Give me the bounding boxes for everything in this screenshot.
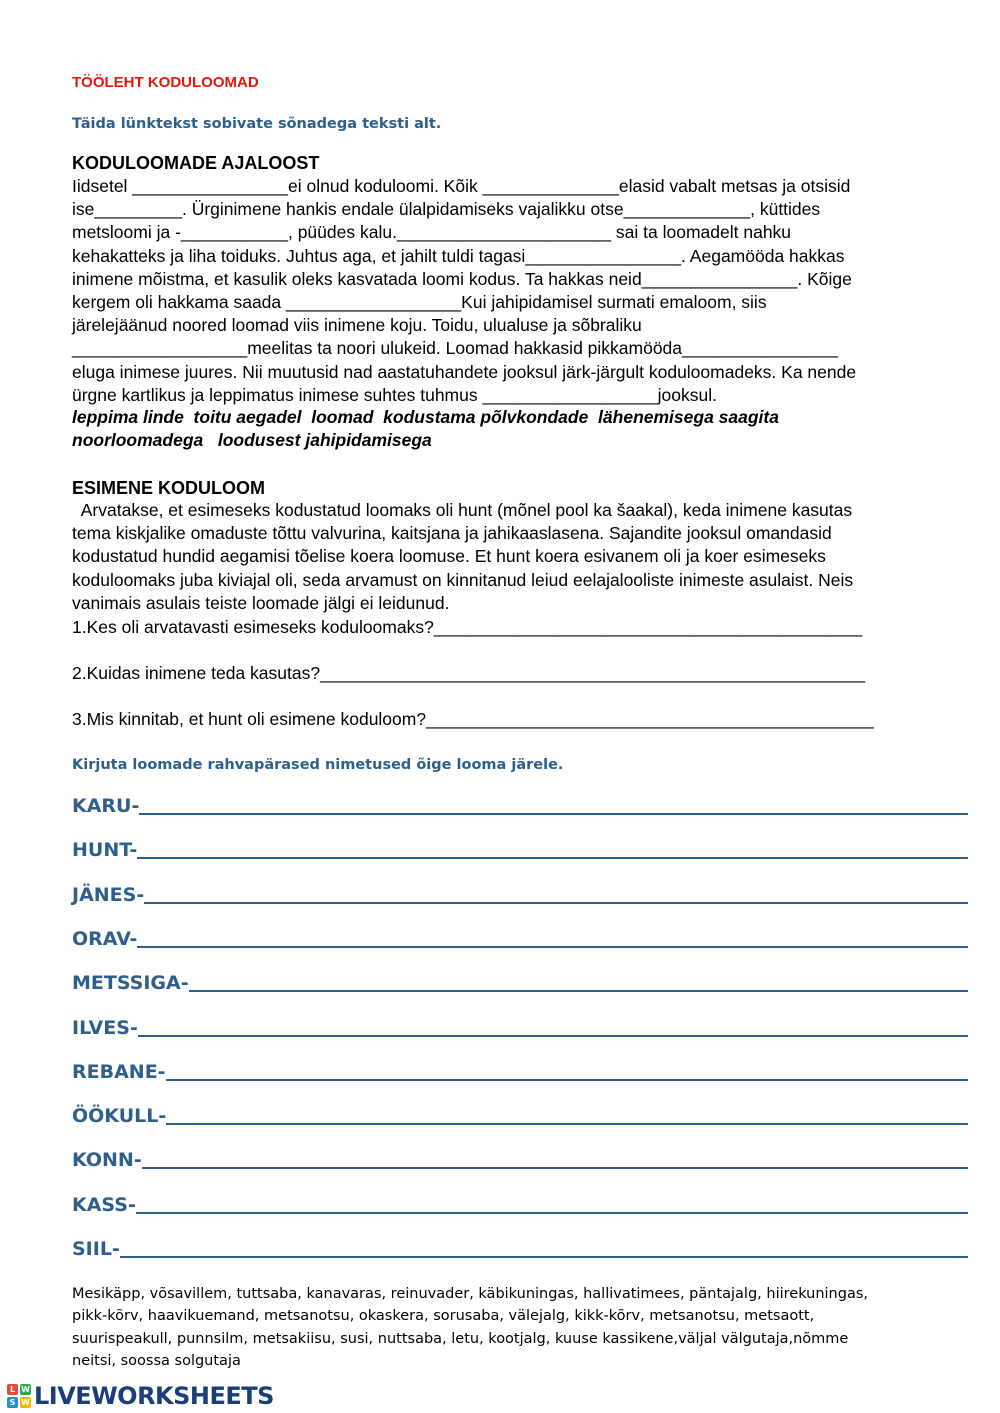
text-line: koduloomaks juba kiviajal oli, seda arvamust on kinnitanud leiud eelajalooliste inimeste asulaist. Neis	[72, 569, 854, 590]
text-line: kehakatteks ja liha toiduks. Juhtus aga, et jahilt tuldi tagasi________________. Aegamööda hakkas	[72, 245, 845, 266]
animal-row	[72, 1194, 136, 1216]
animal-row	[72, 1061, 166, 1083]
text-line: järelejäänud noored loomad viis inimene koju. Toidu, ulualuse ja sõbraliku	[72, 315, 642, 336]
text-line: ise_________. Ürginimene hankis endale ülalpidamiseks vajalikku otse_____________, küttides	[72, 199, 821, 220]
answer-line[interactable]	[142, 1167, 968, 1169]
worksheet-title: TÖÖLEHT KODULOOMAD	[72, 74, 259, 91]
animal-label: KARU-	[72, 795, 140, 817]
animal-row	[72, 1149, 142, 1171]
first-pet-paragraph	[72, 499, 977, 615]
answer-bank-line: pikk-kõrv, haavikuemand, metsanotsu, okaskera, sorusaba, välejalg, kikk-kõrv, metsanotsu, metsaott,	[72, 1308, 815, 1325]
answer-bank-line: suurispeakull, punnsilm, metsakiisu, susi, nuttsaba, letu, kootjalg, kuuse kassikene,väljal välgutaja,nõmme	[72, 1330, 849, 1347]
word-bank-line: noorloomadega loodusest jahipidamisega	[72, 430, 432, 451]
logo-block: W	[21, 1385, 30, 1394]
animal-label: METSSIGA-	[72, 972, 189, 995]
animal-label: ORAV-	[72, 927, 138, 950]
animal-row	[72, 1238, 120, 1260]
names-instruction: Kirjuta loomade rahvapärased nimetused õige looma järele.	[72, 757, 564, 773]
animal-row	[72, 1105, 166, 1127]
text-line: __________________meelitas ta noori ulukeid. Loomad hakkasid pikkamööda________________	[72, 338, 838, 359]
animal-label: SIIL-	[72, 1238, 120, 1260]
section-heading-first-pet: ESIMENE KODULOOM	[72, 478, 266, 498]
logo-block: L	[7, 1384, 18, 1395]
answer-line[interactable]	[189, 990, 968, 992]
question-3[interactable]: 3.Mis kinnitab, et hunt oli esimene koduloom?______________________________________________	[72, 709, 874, 729]
animal-row	[72, 839, 137, 861]
answer-bank-line: Mesikäpp, võsavillem, tuttsaba, kanavaras, reinuvader, käbikuningas, hallivatimees, päntajalg, hiirekuningas,	[72, 1286, 868, 1302]
animal-label: ILVES-	[72, 1016, 138, 1039]
liveworksheets-logo	[7, 1382, 274, 1410]
answer-line[interactable]	[137, 857, 968, 859]
logo-blocks-icon	[7, 1384, 31, 1408]
text-line: Arvatakse, et esimeseks kodustatud loomaks oli hunt (mõnel pool ka šaakal), keda inimene kasutas	[72, 500, 853, 520]
answer-line[interactable]	[136, 1212, 968, 1214]
question-1[interactable]: 1.Kes oli arvatavasti esimeseks koduloomaks?____________________________________________	[72, 617, 863, 637]
word-bank-line: leppima linde toitu aegadel loomad kodustama põlvkondade lähenemisega saagita	[72, 407, 779, 427]
answer-bank-line: neitsi, soossa solgutaja	[72, 1352, 241, 1369]
text-line: ürgne kartlikus ja leppimatus inimese suhtes tuhmus __________________jooksul.	[72, 384, 717, 405]
logo-block: S	[7, 1397, 18, 1408]
answer-line[interactable]	[144, 902, 968, 904]
animal-label: KASS-	[72, 1193, 136, 1216]
text-line: kodustatud hundid aegamisi tõelise koera loomuse. Et hunt koera esivanem oli ja koer esimeseks	[72, 546, 826, 567]
animal-label: REBANE-	[72, 1060, 166, 1083]
animal-row	[72, 795, 139, 817]
logo-block: W	[21, 1398, 30, 1407]
animal-row	[72, 972, 189, 994]
text-line: eluga inimese juures. Nii muutusid nad aastatuhandete jooksul järk-järgult koduloomadeks. Ka nende	[72, 361, 857, 382]
text-line: tema kiskjalike omaduste tõttu valvurina, kaitsjana ja jahikaaslasena. Sajandite jooksul omandasid	[72, 523, 832, 544]
section-heading-history: KODULOOMADE AJALOOST	[72, 153, 320, 173]
animal-label: ÖÖKULL-	[72, 1105, 167, 1128]
animal-row	[72, 1017, 138, 1039]
animal-row	[72, 884, 144, 906]
question-2[interactable]: 2.Kuidas inimene teda kasutas?________________________________________________________	[72, 663, 866, 683]
text-line: vanimais asulais teiste loomade jälgi ei leidunud.	[72, 592, 450, 613]
fill-instruction: Täida lünktekst sobivate sõnadega teksti alt.	[72, 116, 442, 132]
text-line: Iidsetel ________________ei olnud koduloomi. Kõik ______________elasid vabalt metsas ja otsisid	[72, 176, 851, 196]
text-line: inimene mõistma, et kasulik oleks kasvatada loomi kodus. Ta hakkas neid________________. Kõige	[72, 268, 852, 289]
answer-line[interactable]	[166, 1123, 968, 1125]
text-line: metsloomi ja -___________, püüdes kalu.______________________ sai ta loomadelt nahku	[72, 222, 792, 243]
answer-line[interactable]	[137, 946, 968, 948]
animal-row	[72, 928, 137, 950]
word-bank	[72, 406, 977, 452]
animal-label: KONN-	[72, 1149, 142, 1172]
answer-line[interactable]	[138, 1035, 968, 1037]
history-paragraph	[72, 175, 977, 407]
text-line: kergem oli hakkama saada __________________Kui jahipidamisel surmati emaloom, siis	[72, 292, 767, 313]
answer-line[interactable]	[120, 1256, 968, 1258]
logo-text: LIVEWORKSHEETS	[34, 1382, 274, 1410]
animal-label: HUNT-	[72, 839, 138, 862]
animal-label: JÄNES-	[72, 883, 145, 906]
answer-line[interactable]	[139, 813, 968, 815]
answer-bank	[72, 1283, 972, 1372]
answer-line[interactable]	[166, 1079, 968, 1081]
